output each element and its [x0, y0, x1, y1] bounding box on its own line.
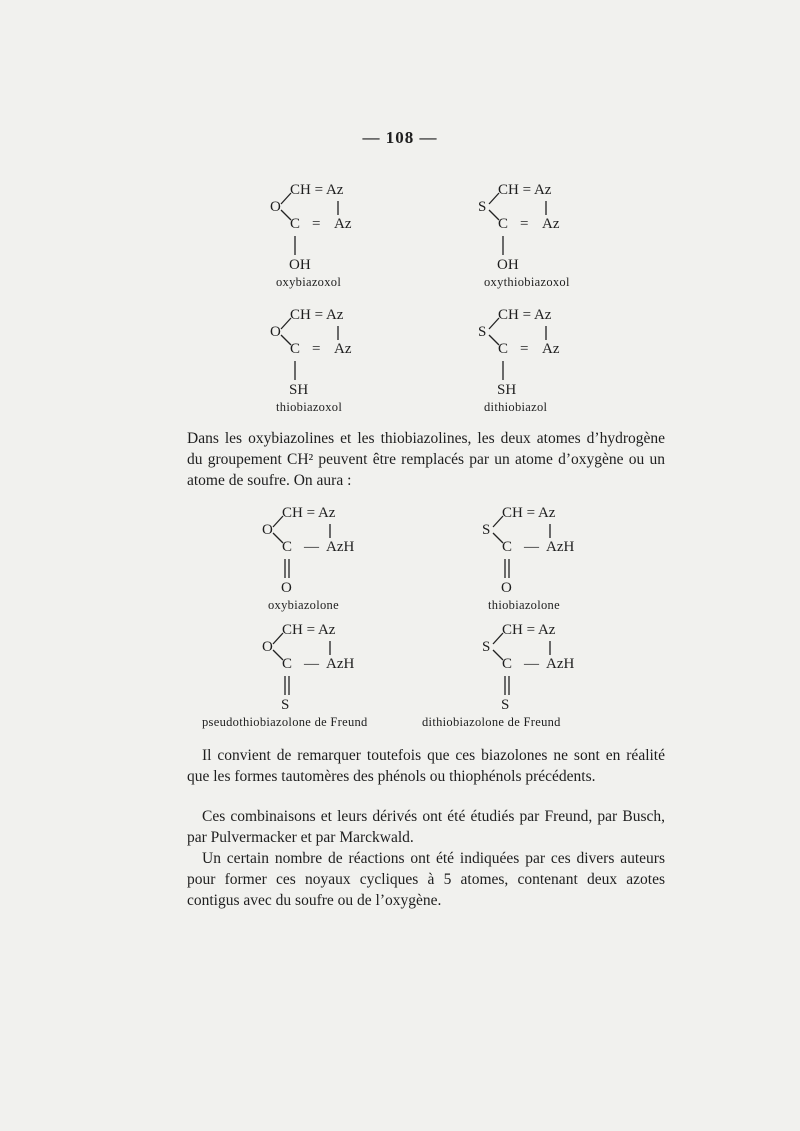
bond-lines — [482, 503, 602, 598]
formula-top: CH = Az — [290, 307, 344, 323]
formula-bottom-bond: = — [312, 341, 321, 357]
ring-atom: S — [482, 522, 491, 538]
formula-substituent: S — [501, 697, 510, 713]
bond-ring-upper — [273, 516, 283, 527]
formula-substituent: OH — [289, 257, 311, 273]
formula-substituent: O — [281, 580, 292, 596]
formula-top: CH = Az — [498, 307, 552, 323]
bond-ring-upper — [489, 318, 499, 329]
formula-top: CH = Az — [282, 622, 336, 638]
page-number: — 108 — — [362, 128, 438, 147]
bond-ring-upper — [493, 516, 503, 527]
formula-bottom-bond: — — [304, 539, 319, 555]
ring-atom: O — [270, 324, 281, 340]
formula-top: CH = Az — [282, 505, 336, 521]
paragraph-studies: Ces combinaisons et leurs dérivés ont été étudiés par Freund, par Busch, par Pulvermacker et par Marckwald. — [187, 808, 665, 846]
formula-bottom-right: Az — [542, 216, 560, 232]
formula-bottom-bond: = — [312, 216, 321, 232]
bond-ring-lower — [489, 335, 499, 345]
bond-ring-lower — [281, 335, 291, 345]
formula-bottom-bond: = — [520, 216, 529, 232]
formula-thiobiazolone — [482, 503, 702, 633]
formula-bottom-right: AzH — [326, 656, 355, 672]
formula-bottom-right: Az — [542, 341, 560, 357]
formula-bottom-c: C — [498, 341, 509, 357]
bond-ring-lower — [273, 650, 283, 660]
formula-bottom-right: AzH — [546, 656, 575, 672]
bond-ring-lower — [281, 210, 291, 220]
formula-bottom-bond: = — [520, 341, 529, 357]
bond-ring-upper — [493, 633, 503, 644]
formula-thiobiazoxol — [270, 305, 490, 435]
formula-bottom-c: C — [502, 656, 513, 672]
ring-atom: O — [262, 522, 273, 538]
formula-substituent: SH — [289, 382, 309, 398]
formula-bottom-right: Az — [334, 341, 352, 357]
bond-ring-upper — [489, 193, 499, 204]
formula-caption: oxybiazoxol — [276, 275, 342, 289]
formula-substituent: O — [501, 580, 512, 596]
formula-bottom-bond: — — [524, 539, 539, 555]
formula-dithiobiazolone — [422, 620, 702, 750]
formula-bottom-right: AzH — [546, 539, 575, 555]
formula-bottom-bond: — — [524, 656, 539, 672]
formula-oxythiobiazoxol — [478, 180, 698, 310]
bond-lines — [478, 305, 598, 400]
formula-dithiobiazol — [478, 305, 698, 435]
bond-ring-lower — [493, 533, 503, 543]
formula-substituent: OH — [497, 257, 519, 273]
bond-lines — [482, 620, 602, 715]
formula-bottom-bond: — — [304, 656, 319, 672]
paragraph-reactions: Un certain nombre de réactions ont été indiquées par ces divers auteurs pour former ces noyaux cycliques à 5 atomes, contenant deux azotes contigus avec du soufre ou de l’oxygène. — [187, 850, 665, 909]
formula-caption: thiobiazoxol — [276, 400, 343, 414]
ring-atom: S — [478, 324, 487, 340]
bond-ring-upper — [281, 318, 291, 329]
formula-oxybiazoxol — [270, 180, 490, 310]
formula-caption: dithiobiazol — [484, 400, 548, 414]
ring-atom: S — [482, 639, 491, 655]
formula-top: CH = Az — [502, 505, 556, 521]
formula-bottom-c: C — [502, 539, 513, 555]
bond-lines — [270, 305, 390, 400]
formula-caption: oxybiazolone — [268, 598, 339, 612]
paragraph-remark: Il convient de remarquer toutefois que ces biazolones ne sont en réalité que les formes tautomères des phénols ou thiophénols précédents. — [187, 747, 665, 785]
formula-substituent: SH — [497, 382, 517, 398]
bond-ring-lower — [493, 650, 503, 660]
formula-top: CH = Az — [502, 622, 556, 638]
bond-ring-upper — [273, 633, 283, 644]
formula-bottom-right: Az — [334, 216, 352, 232]
formula-caption: oxythiobiazoxol — [484, 275, 570, 289]
bond-ring-upper — [281, 193, 291, 204]
formula-caption: thiobiazolone — [488, 598, 560, 612]
formula-bottom-c: C — [282, 656, 293, 672]
bond-ring-lower — [273, 533, 283, 543]
formula-bottom-c: C — [282, 539, 293, 555]
bond-lines — [262, 503, 382, 598]
formula-bottom-right: AzH — [326, 539, 355, 555]
paragraph-intro: Dans les oxybiazolines et les thiobiazolines, les deux atomes d’hydrogène du groupement CH² peuvent être remplacés par un atome d’oxygène ou un atome de soufre. On aura : — [187, 430, 665, 489]
bond-ring-lower — [489, 210, 499, 220]
formula-bottom-c: C — [290, 341, 301, 357]
formula-top: CH = Az — [290, 182, 344, 198]
ring-atom: O — [270, 199, 281, 215]
formula-pseudothiobiazolone — [202, 620, 482, 750]
formula-caption: pseudothiobiazolone de Freund — [202, 715, 368, 729]
formula-bottom-c: C — [290, 216, 301, 232]
bond-lines — [478, 180, 598, 275]
ring-atom: O — [262, 639, 273, 655]
bond-lines — [262, 620, 382, 715]
bond-lines — [270, 180, 390, 275]
ring-atom: S — [478, 199, 487, 215]
formula-top: CH = Az — [498, 182, 552, 198]
formula-bottom-c: C — [498, 216, 509, 232]
formula-oxybiazolone — [262, 503, 482, 633]
formula-substituent: S — [281, 697, 290, 713]
formula-caption: dithiobiazolone de Freund — [422, 715, 561, 729]
